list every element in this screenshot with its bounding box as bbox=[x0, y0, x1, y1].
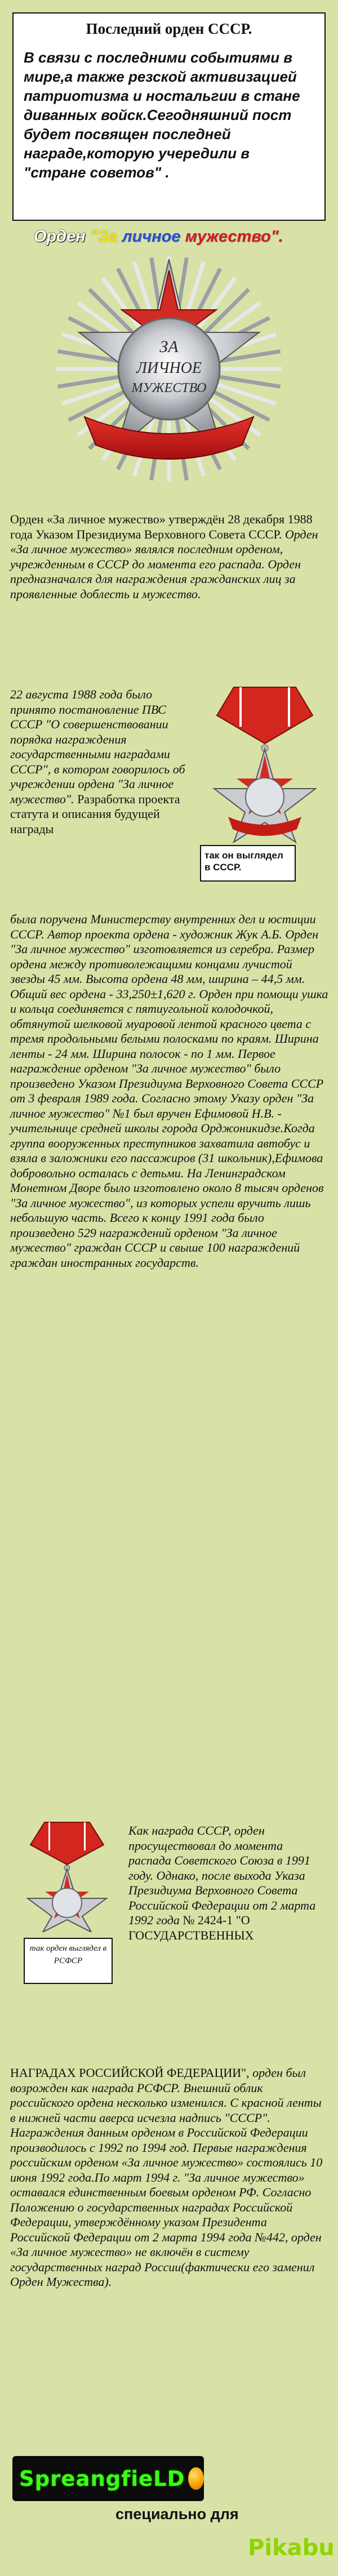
paragraph-establishment-lead: Орден «За личное мужество» утверждён 28 декабря 1988 года Указом Президиума Верховного Совета СССР. bbox=[10, 512, 313, 541]
rsfsr-ribbon-pentagon bbox=[30, 1822, 104, 1865]
caption-rsfsr: так орден выглядел в РСФСР bbox=[24, 1938, 113, 1984]
medal-inscription-line2: ЛИЧНОЕ bbox=[136, 359, 202, 377]
paragraph-establishment-rest: Орден «За личное мужество» являлся последним орденом, учрежденным в СССР до момента его распада. Орден предназначался для награждения гражданских лиц за проявленные доблесть и мужество. bbox=[10, 527, 318, 601]
order-heading bbox=[34, 228, 338, 246]
ussr-order-image bbox=[200, 682, 330, 845]
order-heading-word-order: Орден bbox=[34, 228, 90, 246]
medal-inscription-line3: МУЖЕСТВО bbox=[131, 381, 207, 395]
order-heading-word-za: "За bbox=[90, 228, 122, 246]
medal-inscription-line1: ЗА bbox=[159, 337, 179, 356]
ribbon-pentagon bbox=[217, 687, 313, 744]
paragraph-russia-lead: НАГРАДАХ РОССИЙСКОЙ ФЕДЕРАЦИИ", bbox=[10, 2066, 250, 2080]
paragraph-establishment bbox=[10, 512, 328, 602]
paragraph-ussr-end-decree: № 2424-1 "О ГОСУДАРСТВЕННЫХ bbox=[128, 1913, 254, 1942]
rsfsr-medal-disc bbox=[52, 1888, 82, 1917]
author-logo bbox=[12, 2456, 204, 2501]
special-for-label: специально для bbox=[115, 2506, 239, 2522]
rsfsr-order-image bbox=[14, 1819, 121, 1932]
intro-box bbox=[12, 12, 326, 221]
paragraph-russia bbox=[10, 2066, 328, 2290]
paragraph-decree bbox=[10, 687, 196, 837]
ribbon-stripe-left bbox=[239, 687, 242, 727]
intro-text: В связи с последними событиями в мире,а также резской активизацией патриотизма и ностальгии в стане диванных войск.Сегодняшний пост будет посвящен последней награде,которую учередили в "стране советов" . bbox=[24, 49, 300, 181]
author-logo-text: SpreangfieLD bbox=[19, 2466, 185, 2491]
paragraph-ussr-end bbox=[128, 1823, 326, 1943]
ribbon-stripe-right bbox=[288, 687, 290, 727]
paragraph-russia-rest: орден был возрожден как награда РСФСР. Внешний облик российского ордена несколько изменился. С красной ленты в нижней части аверса исчезла надпись "СССР". Награждения данным орденом в Российской Федерации производилось с 1992 по 1994 год. Первые награждения российским орденом «За личное мужество» состоялись 10 июня 1992 года.По март 1994 г. "За личное мужество» оставался единственным боевым орденом РФ. Согласно Положению о государственных наградах Российской Федерации, утверждённому указом Президента Российской Федерации от 2 марта 1994 года №442, орден «За личное мужество» не включён в систему государственных наград России(фактически его заменил Орден Мужества). bbox=[10, 2066, 323, 2289]
page-title: Последний орден СССР. bbox=[86, 20, 252, 37]
order-medal-image bbox=[45, 248, 293, 496]
paragraph-decree-rest: Разработка проекта статута и описания будущей награды bbox=[10, 791, 180, 836]
paragraph-decree-date: 22 августа 1988 года было принято постановление ПВС СССР "О совершенствовании порядка награждения государственными наградами СССР", в котором говорилось об учреждении ордена "За личное мужество". bbox=[10, 687, 185, 806]
order-heading-word-personal: личное bbox=[122, 228, 185, 246]
pikabu-logo: Pikabu bbox=[248, 2535, 335, 2561]
paragraph-ussr-end-italic: Как награда СССР, орден просуществовал до момента распада Советского Союза в 1991 году. Однако, после выхода Указа Президиума Верховного Совета Российской Федерации от 2 марта 1992 года bbox=[128, 1823, 316, 1927]
ussr-medal-disc bbox=[246, 778, 284, 816]
caption-ussr: так он выглядел в СССР. bbox=[200, 845, 296, 882]
ball-icon bbox=[188, 2467, 204, 2490]
paragraph-description: была поручена Министерству внутренних дел и юстиции СССР. Автор проекта ордена - художник Жук А.Б. Орден "За личное мужество" изготовляется из серебра. Размер ордена между противолежащими концами лучистой звезды 45 мм. Высота ордена 48 мм, ширина – 44,5 мм. Общий вес ордена - 33,250±1,620 г. Орден при помощи ушка и кольца соединяется с пятиугольной колодочкой, обтянутой шелковой муаровой лентой красного цвета с тремя продольными белыми полосками по краям. Ширина ленты - 24 мм. Ширина полосок - по 1 мм. Первое награждение орденом "За личное мужество" было произведено Указом Президиума Верховного Совета СССР от 3 февраля 1989 года. Согласно этому Указу орден "За личное мужество" №1 был вручен Ефимовой Н.В. - учительнице средней школы города Орджоникидзе.Когда группа вооруженных преступников захватила автобус и взяла в заложники его пассажиров (31 школьник),Ефимова добровольно осталась с детьми. На Ленинградском Монетном Дворе было изготовлено около 8 тысяч орденов "За личное мужество", из которых успели вручить лишь небольшую часть. Всего к концу 1991 года было произведено 529 награждений орденом "За личное мужество" граждан СССР и свыше 100 награждений граждан иностранных государств. bbox=[10, 912, 328, 1270]
order-heading-word-courage: мужество". bbox=[185, 228, 283, 246]
